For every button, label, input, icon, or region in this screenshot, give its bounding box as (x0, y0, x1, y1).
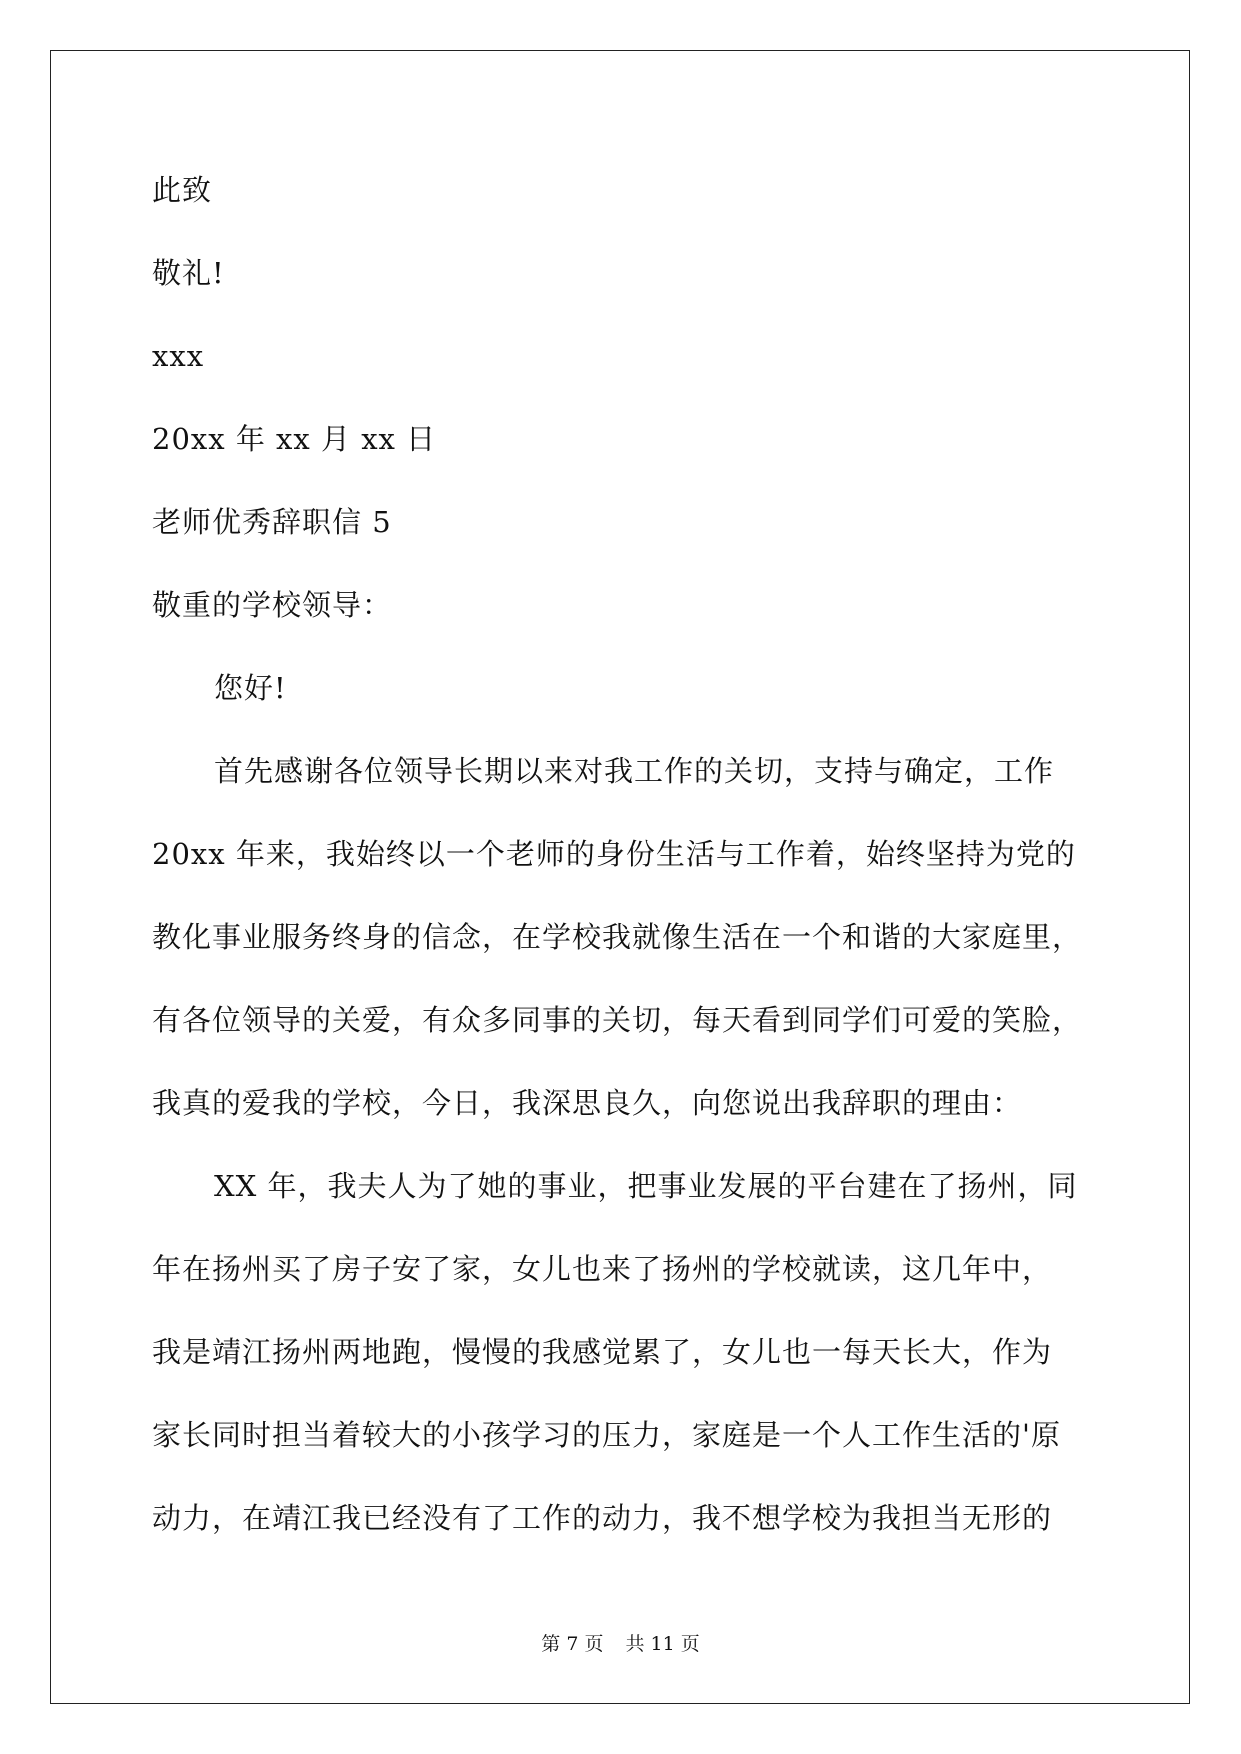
paragraph-line: 教化事业服务终身的信念，在学校我就像生活在一个和谐的大家庭里， (152, 920, 1083, 954)
page-border (50, 50, 1190, 1704)
paragraph-line: 家长同时担当着较大的小孩学习的压力，家庭是一个人工作生活的'原 (152, 1418, 1061, 1452)
paragraph-line: 有各位领导的关爱，有众多同事的关切，每天看到同学们可爱的笑脸， (152, 1003, 1083, 1037)
signature-name: xxx (152, 339, 205, 373)
page-number: 第 7 页 (541, 1633, 604, 1655)
paragraph-line: 我真的爱我的学校，今日，我深思良久，向您说出我辞职的理由： (152, 1086, 1023, 1120)
closing-line: 此致 (152, 173, 213, 207)
page-total: 共 11 页 (625, 1633, 700, 1655)
letter-title: 老师优秀辞职信 5 (152, 505, 392, 539)
paragraph-line: XX 年，我夫人为了她的事业，把事业发展的平台建在了扬州，同 (214, 1169, 1078, 1203)
paragraph-line: 我是靖江扬州两地跑，慢慢的我感觉累了，女儿也一每天长大，作为 (152, 1335, 1053, 1369)
signature-date: 20xx 年 xx 月 xx 日 (152, 422, 437, 456)
salutation-regards: 敬礼! (152, 256, 225, 290)
paragraph-line: 20xx 年来，我始终以一个老师的身份生活与工作着，始终坚持为党的 (152, 837, 1076, 871)
greeting-line: 您好! (214, 671, 287, 705)
page-footer (0, 1632, 1241, 1656)
recipient-greeting: 敬重的学校领导： (152, 588, 393, 622)
paragraph-line: 年在扬州买了房子安了家，女儿也来了扬州的学校就读，这几年中， (152, 1252, 1053, 1286)
paragraph-line: 首先感谢各位领导长期以来对我工作的关切，支持与确定，工作 (214, 754, 1055, 788)
paragraph-line: 动力，在靖江我已经没有了工作的动力，我不想学校为我担当无形的 (152, 1501, 1053, 1535)
